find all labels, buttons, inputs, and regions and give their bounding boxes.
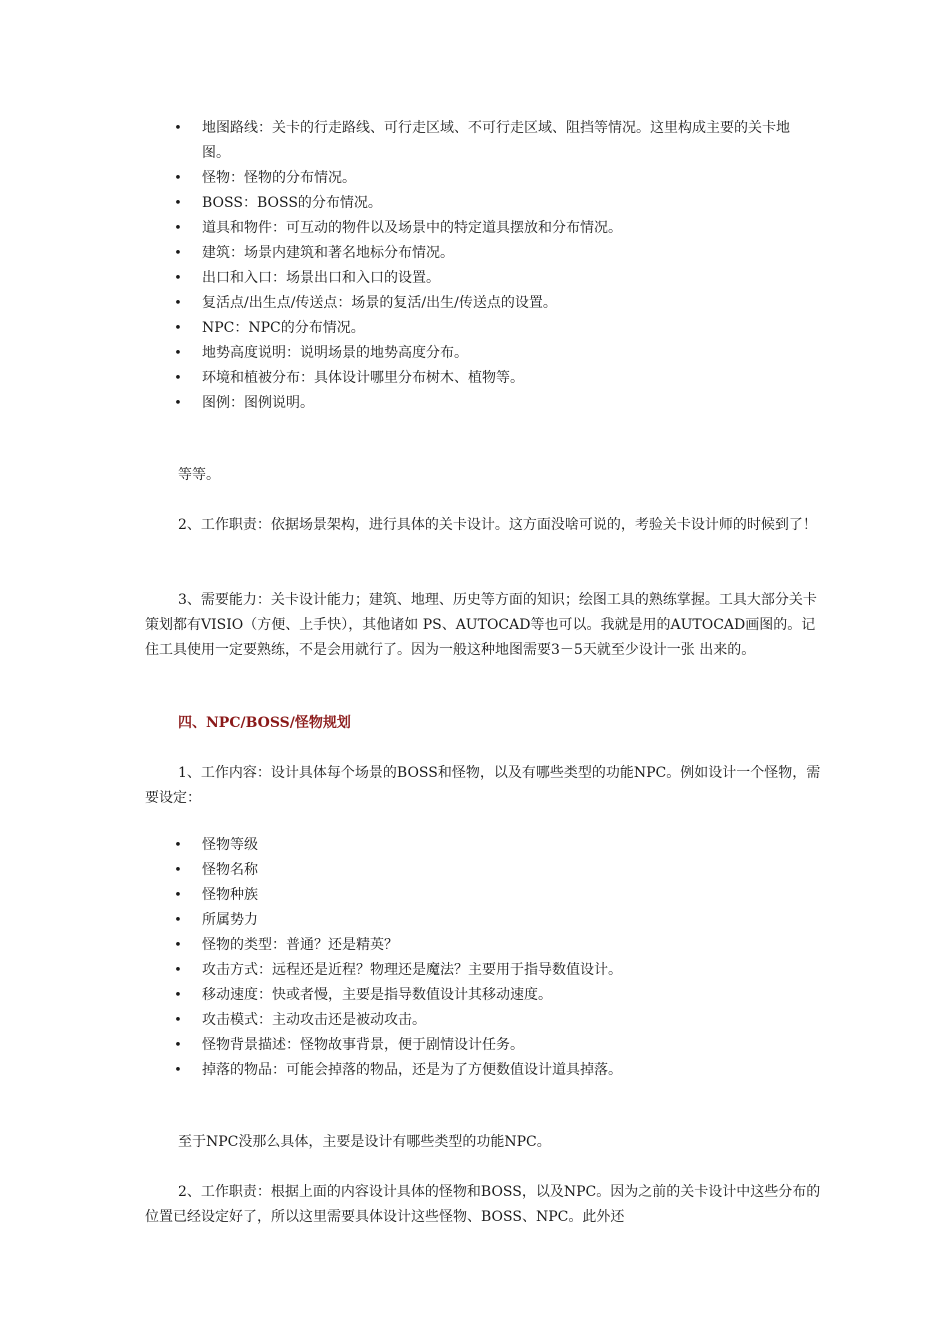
bullet-icon: • [174, 1063, 182, 1078]
bullet-icon: • [174, 396, 182, 411]
list-item [172, 366, 812, 391]
list-item-text: BOSS：BOSS的分布情况。 [202, 195, 382, 211]
bullet-icon: • [174, 888, 182, 903]
bullet-icon: • [174, 221, 182, 236]
list-item [172, 166, 812, 191]
list-item [172, 983, 812, 1008]
monster-attributes-list [172, 833, 812, 1083]
list-item [172, 191, 812, 216]
list-item-text: 攻击模式：主动攻击还是被动攻击。 [202, 1012, 426, 1028]
list-item [172, 1058, 812, 1083]
section-heading: 四、NPC/BOSS/怪物规划 [178, 715, 351, 731]
bullet-icon: • [174, 196, 182, 211]
list-item-text: 建筑：场景内建筑和著名地标分布情况。 [202, 245, 454, 261]
list-item-text: 道具和物件：可互动的物件以及场景中的特定道具摆放和分布情况。 [202, 220, 622, 236]
list-item-text: 怪物：怪物的分布情况。 [202, 170, 356, 186]
bullet-icon: • [174, 371, 182, 386]
list-item [172, 858, 812, 883]
list-item-text: 怪物等级 [202, 837, 258, 853]
bullet-icon: • [174, 988, 182, 1003]
list-item [172, 266, 812, 291]
list-item [172, 241, 812, 266]
bullet-icon: • [174, 1013, 182, 1028]
list-item-text: 掉落的物品：可能会掉落的物品，还是为了方便数值设计道具掉落。 [202, 1062, 622, 1078]
list-item-text: 地图路线：关卡的行走路线、可行走区域、不可行走区域、阻挡等情况。这里构成主要的关卡地图。 [202, 120, 790, 161]
list-item-text: 复活点/出生点/传送点：场景的复活/出生/传送点的设置。 [202, 295, 557, 311]
list-item-text: 所属势力 [202, 912, 258, 928]
list-item-text: 移动速度：快或者慢，主要是指导数值设计其移动速度。 [202, 987, 552, 1003]
duty-paragraph: 2、工作职责：依据场景架构，进行具体的关卡设计。这方面没啥可说的，考验关卡设计师的时候到了！ [178, 517, 817, 533]
bullet-icon: • [174, 913, 182, 928]
bullet-icon: • [174, 938, 182, 953]
bullet-icon: • [174, 246, 182, 261]
list-item-text: 怪物名称 [202, 862, 258, 878]
etc-text: 等等。 [178, 467, 220, 483]
bullet-icon: • [174, 121, 182, 136]
list-item [172, 883, 812, 908]
bullet-icon: • [174, 171, 182, 186]
scene-elements-list [172, 116, 812, 416]
bullet-icon: • [174, 1038, 182, 1053]
ability-paragraph: 3、需要能力：关卡设计能力；建筑、地理、历史等方面的知识；绘图工具的熟练掌握。工具大部分关卡策划都有VISIO（方便、上手快），其他诸如 PS、AUTOCAD等也可以。我就是用的AUTOCAD画图的。记住工具使用一定要熟练，不是会用就行了。因为一般这种地图需要3－5天就至少设计一张 出来的。 [145, 592, 817, 658]
list-item [172, 908, 812, 933]
list-item-text: 地势高度说明：说明场景的地势高度分布。 [202, 345, 468, 361]
list-item [172, 391, 812, 416]
bullet-icon: • [174, 296, 182, 311]
list-item [172, 216, 812, 241]
list-item [172, 958, 812, 983]
bullet-icon: • [174, 271, 182, 286]
list-item-text: 出口和入口：场景出口和入口的设置。 [202, 270, 440, 286]
bullet-icon: • [174, 863, 182, 878]
bullet-icon: • [174, 321, 182, 336]
list-item-text: 怪物种族 [202, 887, 258, 903]
list-item [172, 833, 812, 858]
bullet-icon: • [174, 963, 182, 978]
list-item-text: 怪物的类型：普通？还是精英？ [202, 937, 398, 953]
list-item [172, 1033, 812, 1058]
duty2-paragraph: 2、工作职责：根据上面的内容设计具体的怪物和BOSS，以及NPC。因为之前的关卡设计中这些分布的位置已经设定好了，所以这里需要具体设计这些怪物、BOSS、NPC。此外还 [145, 1184, 821, 1225]
list-item [172, 116, 812, 166]
list-item [172, 933, 812, 958]
list-item-text: 攻击方式：远程还是近程？物理还是魔法？主要用于指导数值设计。 [202, 962, 622, 978]
list-item-text: 图例：图例说明。 [202, 395, 314, 411]
list-item-text: 环境和植被分布：具体设计哪里分布树木、植物等。 [202, 370, 524, 386]
bullet-icon: • [174, 838, 182, 853]
list-item [172, 341, 812, 366]
content-paragraph: 1、工作内容：设计具体每个场景的BOSS和怪物，以及有哪些类型的功能NPC。例如设计一个怪物，需要设定： [145, 765, 821, 806]
list-item-text: NPC：NPC的分布情况。 [202, 320, 365, 336]
bullet-icon: • [174, 346, 182, 361]
list-item [172, 291, 812, 316]
list-item [172, 316, 812, 341]
npc-text: 至于NPC没那么具体，主要是设计有哪些类型的功能NPC。 [178, 1134, 551, 1150]
list-item [172, 1008, 812, 1033]
list-item-text: 怪物背景描述：怪物故事背景，便于剧情设计任务。 [202, 1037, 524, 1053]
